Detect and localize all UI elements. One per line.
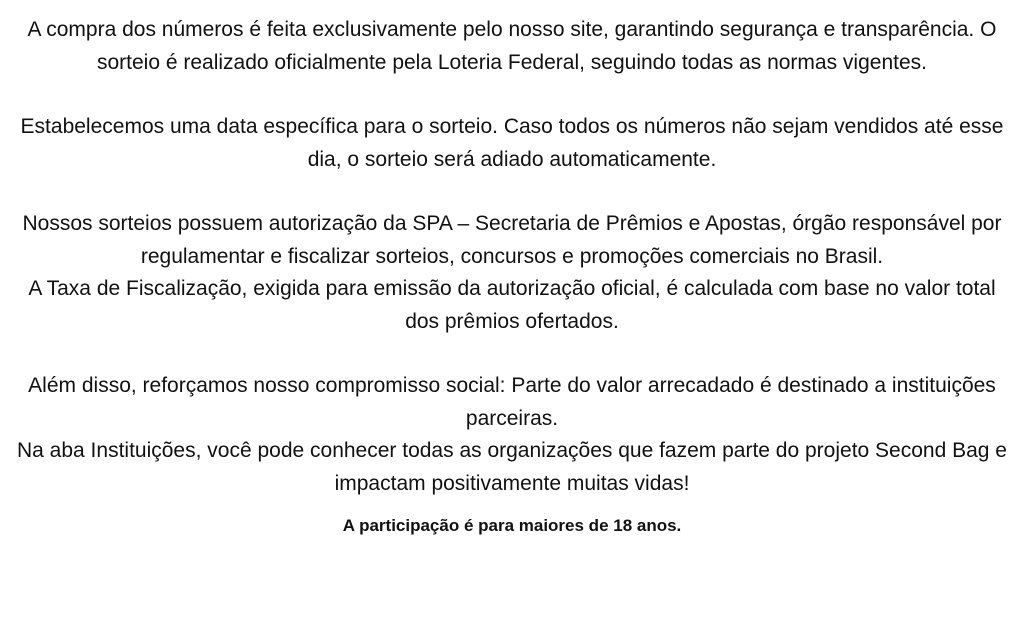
paragraph-draw-date: Estabelecemos uma data específica para o sorteio. Caso todos os números não sejam vendidos até esse dia, o sorteio será adiado automaticamente. [20,115,1004,171]
paragraph-purchase-info: A compra dos números é feita exclusivamente pelo nosso site, garantindo segurança e transparência. O sorteio é realizado oficialmente pela Loteria Federal, seguindo todas as normas vigentes. [27,18,997,74]
paragraph-spa-authorization: Nossos sorteios possuem autorização da SPA – Secretaria de Prêmios e Apostas, órgão responsável por regulamentar e fiscalizar sorteios, concursos e promoções comerciais no Brasil. [22,212,1002,268]
paragraph-inspection-fee: A Taxa de Fiscalização, exigida para emissão da autorização oficial, é calculada com base no valor total dos prêmios ofertados. [28,277,996,333]
paragraph-social-commitment: Além disso, reforçamos nosso compromisso social: Parte do valor arrecadado é destinado a instituições parceiras. [28,374,996,430]
paragraph-institutions-tab: Na aba Instituições, você pode conhecer todas as organizações que fazem parte do projeto Second Bag e impactam positivamente muitas vidas! [17,439,1007,495]
spacer [14,176,1010,208]
spacer [14,338,1010,370]
spacer [14,79,1010,111]
age-notice: A participação é para maiores de 18 anos. [342,516,682,535]
